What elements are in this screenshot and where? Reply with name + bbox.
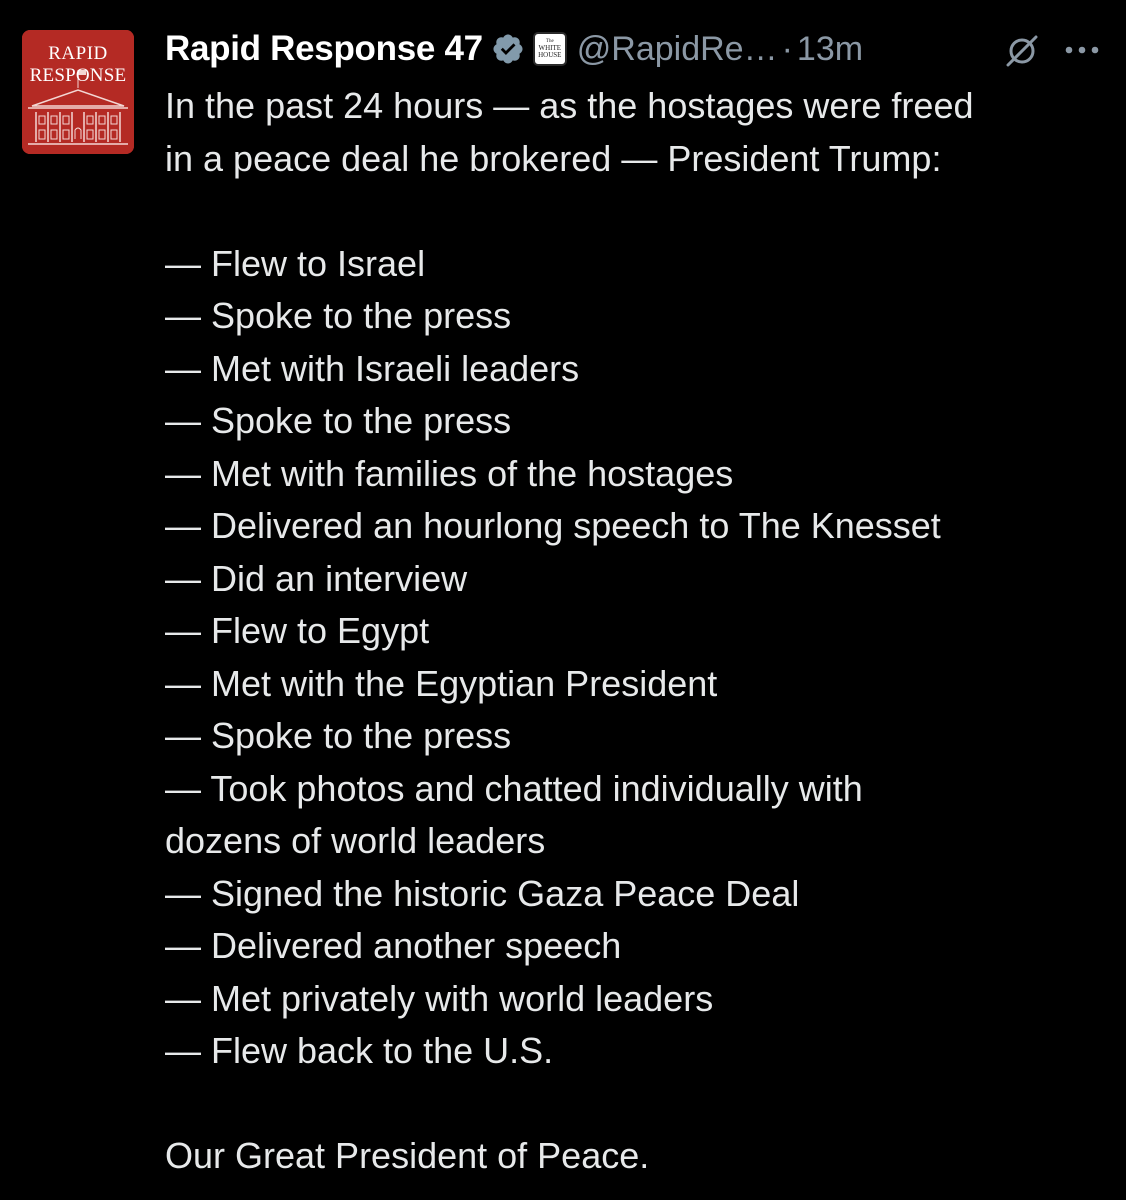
tweet-text bbox=[165, 80, 1115, 1183]
verified-badge-icon[interactable] bbox=[491, 32, 525, 66]
list-item: — Flew to Egypt bbox=[165, 610, 430, 651]
list-item: — Spoke to the press bbox=[165, 400, 512, 441]
list-item: — Spoke to the press bbox=[165, 715, 512, 756]
blank-line bbox=[165, 1078, 1115, 1131]
affiliate-badge-line-2: WHITE bbox=[538, 44, 562, 52]
list-item: — Spoke to the press bbox=[165, 295, 512, 336]
list-item: — Met privately with world leaders bbox=[165, 977, 714, 1019]
avatar-label-rapid: RAPID bbox=[48, 43, 108, 64]
list-item: — Flew back to the U.S. bbox=[165, 1030, 554, 1071]
list-item: — Met with the Egyptian President bbox=[165, 662, 718, 704]
tweet-header bbox=[165, 26, 1115, 72]
affiliate-badge-line-1: The bbox=[545, 39, 554, 44]
white-house-affiliate-badge[interactable] bbox=[533, 32, 567, 66]
list-item: — Flew to Israel bbox=[165, 242, 426, 284]
list-item: — Took photos and chatted individually with bbox=[165, 767, 863, 809]
timestamp[interactable]: 13m bbox=[796, 29, 864, 68]
list-item: — Met with families of the hostages bbox=[165, 452, 734, 494]
list-item: — Met with Israeli leaders bbox=[165, 347, 580, 389]
list-item: — Delivered an hourlong speech to The Knesset bbox=[165, 505, 941, 546]
grok-icon[interactable] bbox=[1003, 32, 1041, 70]
list-item: — Did an interview bbox=[165, 557, 468, 599]
list-item: — Delivered another speech bbox=[165, 925, 622, 966]
avatar-label-response: RESPONSE bbox=[29, 65, 127, 86]
handle[interactable]: @RapidRe… bbox=[576, 29, 778, 68]
avatar[interactable] bbox=[22, 30, 134, 154]
intro-line-1: In the past 24 hours — as the hostages were freed bbox=[165, 85, 974, 126]
separator-dot: · bbox=[781, 29, 793, 68]
list-item: — Signed the historic Gaza Peace Deal bbox=[165, 872, 800, 914]
intro-line-2: in a peace deal he brokered — President Trump: bbox=[165, 137, 942, 179]
blank-line bbox=[165, 185, 1115, 238]
display-name[interactable]: Rapid Response 47 bbox=[165, 29, 483, 68]
closing-line: Our Great President of Peace. bbox=[165, 1135, 650, 1176]
affiliate-badge-line-3: HOUSE bbox=[538, 51, 562, 59]
more-options-icon[interactable] bbox=[1060, 40, 1104, 60]
list-item-continuation: dozens of world leaders bbox=[165, 820, 546, 861]
